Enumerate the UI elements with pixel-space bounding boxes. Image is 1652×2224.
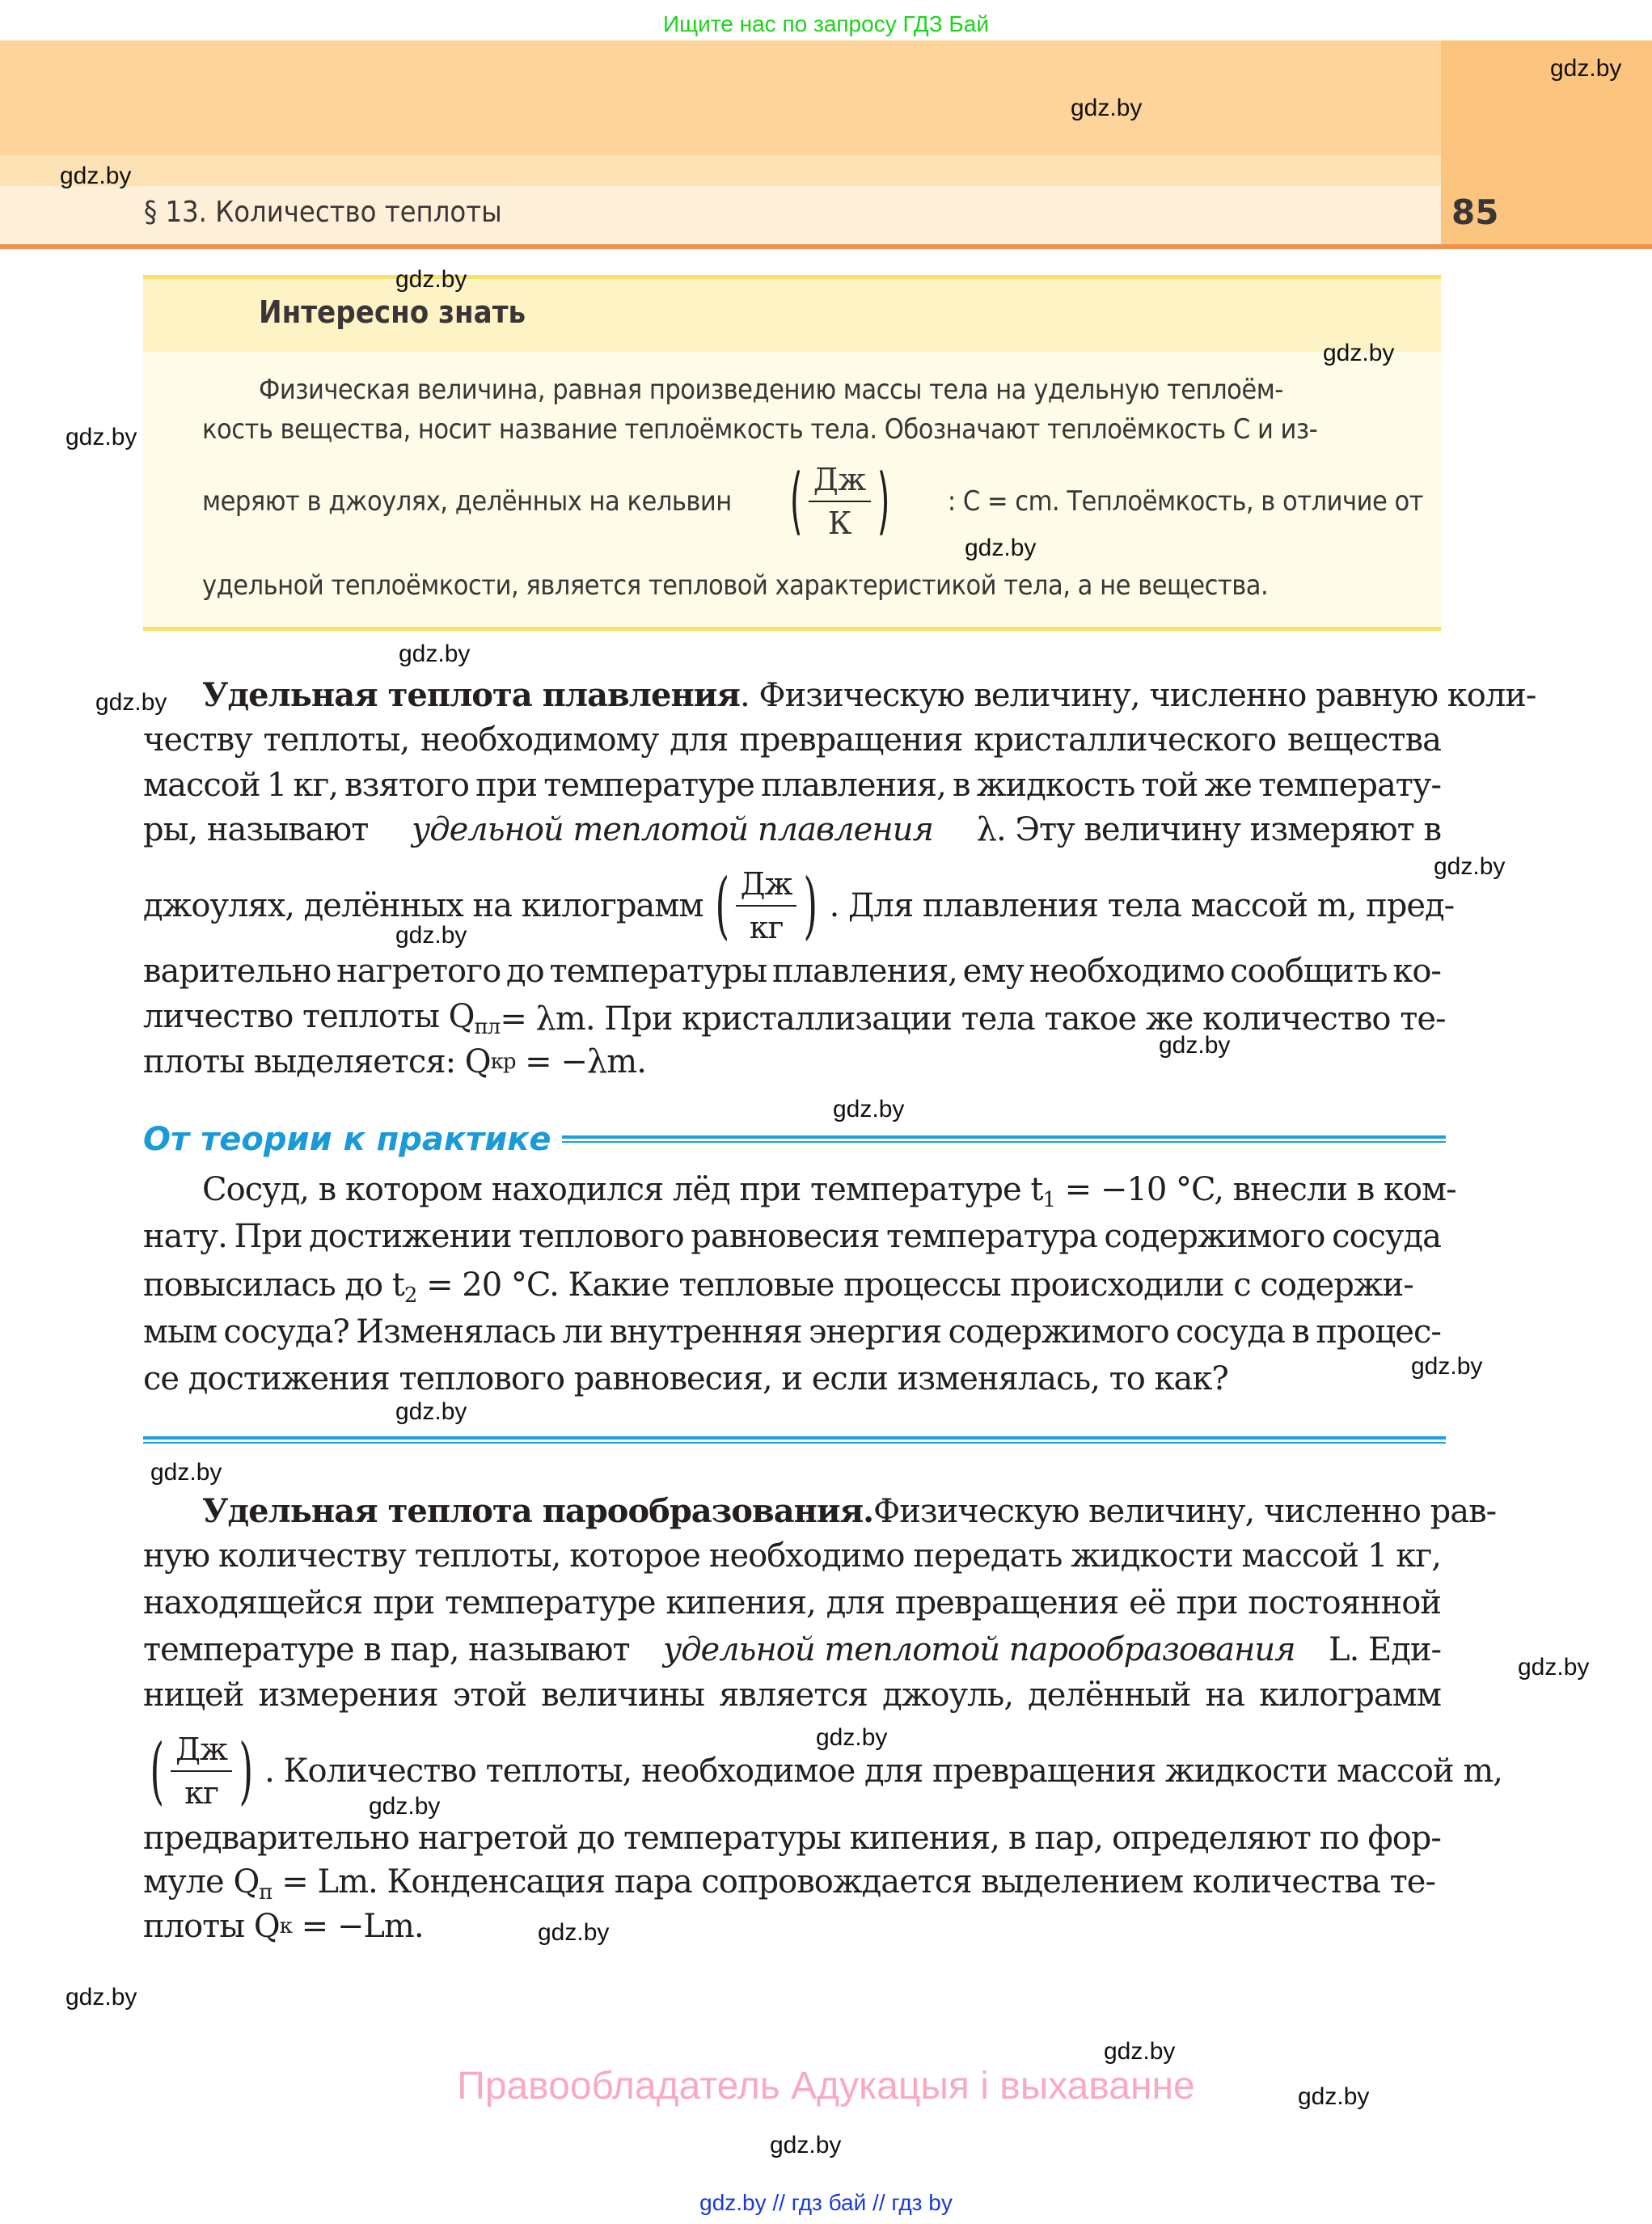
word: в (953, 767, 970, 804)
word: килограмм (1259, 1676, 1441, 1714)
text: ры, называют (143, 811, 369, 848)
subscript: к (279, 1914, 292, 1939)
word: плавления, (761, 767, 946, 804)
word: ли (562, 1313, 603, 1351)
word: же (1204, 767, 1252, 804)
text-line (143, 767, 1441, 804)
word: кипения, (665, 1584, 816, 1621)
watermark: gdz.by (770, 2132, 842, 2158)
header-band (0, 40, 1441, 155)
word: до (577, 1820, 615, 1857)
word: джоуль, (882, 1676, 1014, 1714)
word: кг, (293, 767, 338, 804)
bottom-links[interactable]: gdz.by // гдз бай // гдз by (699, 2190, 953, 2215)
word: кристаллического (974, 721, 1277, 759)
watermark: gdz.by (1323, 340, 1395, 366)
denominator: кг (184, 1775, 218, 1811)
watermark: gdz.by (395, 922, 467, 949)
practice-divider-top (562, 1135, 1446, 1143)
text-line (143, 1676, 1441, 1714)
watermark: gdz.by (1434, 853, 1506, 880)
word: содержимого (948, 1313, 1169, 1351)
word: честву (143, 721, 252, 759)
word: жидкости (1071, 1537, 1233, 1575)
practice-title: От теории к практике (143, 1121, 551, 1158)
watermark: gdz.by (1104, 2038, 1176, 2065)
word: нагретой (417, 1820, 568, 1857)
subscript: 1 (1042, 1188, 1055, 1212)
word: температуре (543, 767, 754, 804)
text: . Для плавления тела массой m, пред- (829, 887, 1455, 924)
word: необходимо (1029, 953, 1225, 990)
text-line (143, 1723, 1502, 1820)
word: Изменялась (356, 1313, 556, 1351)
word: до (505, 953, 544, 990)
word: постоянной (1248, 1584, 1441, 1621)
practice-divider-bottom (143, 1436, 1446, 1444)
word: кг, (1396, 1537, 1441, 1575)
section-title: § 13. Количество теплоты (144, 196, 502, 229)
text-line (143, 1863, 1441, 1905)
word: ницей (143, 1676, 244, 1714)
text-line (143, 1537, 1441, 1575)
watermark: gdz.by (1298, 2083, 1370, 2110)
subscript: 2 (403, 1283, 417, 1308)
header-divider (0, 244, 1652, 249)
word: количеству (218, 1537, 406, 1575)
word: достижении (309, 1218, 512, 1255)
info-line (202, 453, 1423, 550)
watermark: gdz.by (399, 641, 471, 667)
watermark: gdz.by (816, 1724, 888, 1751)
word: передать (913, 1537, 1063, 1575)
text: = 20 °C. Какие тепловые процессы происходили с содержи- (416, 1266, 1413, 1304)
watermark: gdz.by (833, 1096, 905, 1123)
text-line (143, 1043, 1441, 1080)
word: равновесия (691, 1218, 880, 1255)
fraction-j-per-kg: ( Дж кг ) (715, 863, 818, 948)
subscript: кр (490, 1050, 516, 1074)
watermark: gdz.by (395, 266, 467, 293)
term-melting: Удельная теплота плавления (202, 676, 740, 714)
watermark: gdz.by (95, 689, 167, 716)
word: плавления, (772, 953, 957, 990)
text-line (143, 721, 1441, 759)
word: которое (569, 1537, 700, 1575)
watermark: gdz.by (538, 1919, 610, 1946)
numerator: Дж (736, 866, 797, 907)
term-italic: удельной теплотой плавления (412, 811, 933, 848)
word: процес- (1316, 1313, 1441, 1351)
word: делённый (1028, 1676, 1191, 1714)
watermark: gdz.by (150, 1459, 222, 1486)
text-line (202, 1171, 1456, 1212)
text: = −λm. (515, 1043, 646, 1080)
word: в (1291, 1313, 1309, 1351)
word: массой (143, 767, 260, 804)
text: личество теплоты Q (143, 998, 475, 1035)
word: превращения (739, 721, 963, 759)
word: температу- (1258, 767, 1441, 804)
watermark: gdz.by (395, 1398, 467, 1425)
word: является (719, 1676, 868, 1714)
fraction-j-per-k: ( Дж К ) (789, 459, 890, 543)
info-box-title: Интересно знать (259, 294, 526, 330)
word: вещества (1287, 721, 1441, 759)
watermark: gdz.by (1159, 1032, 1231, 1059)
text: λ. Эту величину измеряют в (976, 811, 1441, 848)
text-line (143, 998, 1446, 1039)
word: ную (143, 1537, 210, 1575)
word: той (1141, 767, 1198, 804)
text-line (202, 676, 1536, 714)
text: = −Lm. (291, 1908, 424, 1945)
text-line (143, 857, 1455, 954)
word: температуре (444, 1584, 656, 1621)
term-vapor: Удельная теплота парообразования. (202, 1492, 874, 1530)
word: сообщить (1230, 953, 1388, 990)
word: сосуда (1332, 1218, 1441, 1255)
word: необходимо (708, 1537, 905, 1575)
word: нагретого (336, 953, 501, 990)
text: : C = cm. Теплоёмкость, в отличие от (947, 485, 1423, 518)
word: внутренняя (609, 1313, 802, 1351)
denominator: кг (749, 910, 784, 945)
text-line (143, 953, 1441, 990)
text-line: се достижения теплового равновесия, и если изменялась, то как? (143, 1360, 1228, 1397)
text: плоты выделяется: Q (143, 1043, 491, 1080)
word: определяют (1111, 1820, 1311, 1857)
text-line (143, 1820, 1441, 1857)
info-line: Физическая величина, равная произведению массы тела на удельную теплоём- (259, 374, 1283, 406)
word: пар, (1034, 1820, 1104, 1857)
word: кипения, (849, 1820, 999, 1857)
word: ко- (1392, 953, 1441, 990)
word: 1 (266, 767, 287, 804)
text: Сосуд, в котором находился лёд при температуре t (202, 1171, 1043, 1208)
word: превращения (894, 1584, 1119, 1621)
word: 1 (1367, 1537, 1388, 1575)
text: Физическую величину, численно рав- (873, 1492, 1497, 1530)
text-line (143, 1218, 1441, 1255)
watermark: gdz.by (369, 1793, 441, 1820)
word: варительно (143, 953, 332, 990)
word: для (670, 721, 729, 759)
word: температуры (549, 953, 767, 990)
numerator: Дж (809, 462, 871, 502)
text-line (143, 1266, 1441, 1308)
word: теплоты, (414, 1537, 561, 1575)
text: меряют в джоулях, делённых на кельвин (202, 485, 732, 518)
word: по (1319, 1820, 1359, 1857)
word: величины (541, 1676, 704, 1714)
word: при (475, 767, 538, 804)
word: взятого (344, 767, 469, 804)
watermark: gdz.by (1411, 1353, 1483, 1380)
text: L. Еди- (1329, 1631, 1441, 1668)
page-number: 85 (1451, 192, 1499, 232)
word: сосуда? (223, 1313, 349, 1351)
word: для (826, 1584, 885, 1621)
word: мым (143, 1313, 218, 1351)
watermark: gdz.by (65, 424, 137, 450)
watermark: gdz.by (1550, 55, 1622, 82)
word: При (234, 1218, 302, 1255)
text-line (143, 1631, 1441, 1668)
word: её (1129, 1584, 1166, 1621)
fraction-j-per-kg: ( Дж кг ) (150, 1728, 253, 1813)
text: . Количество теплоты, необходимое для превращения жидкости массой m, (264, 1753, 1502, 1790)
word: теплового (518, 1218, 684, 1255)
watermark: gdz.by (965, 535, 1037, 561)
text-line (143, 811, 1441, 848)
text: . Физическую величину, численно равную коли- (739, 677, 1536, 714)
denominator: К (827, 505, 851, 541)
word: нату. (143, 1218, 227, 1255)
text: муле Q (143, 1863, 260, 1901)
text-line (143, 1908, 1441, 1945)
word: в (1008, 1820, 1026, 1857)
header-band-mid (0, 155, 1441, 186)
word: фор- (1367, 1820, 1441, 1857)
word: ему (962, 953, 1024, 990)
watermark: gdz.by (1071, 95, 1143, 121)
search-hint: Ищите нас по запросу ГДЗ Бай (662, 11, 990, 36)
word: предварительно (143, 1820, 409, 1857)
text-line (143, 1313, 1441, 1351)
word: при (373, 1584, 435, 1621)
word: температура (886, 1218, 1097, 1255)
watermark: gdz.by (65, 1984, 137, 2010)
word: при (1176, 1584, 1238, 1621)
text: плоты Q (143, 1908, 280, 1945)
copyright-notice: Правообладатель Адукацыя і выхаванне (457, 2065, 1195, 2108)
word: массой (1241, 1537, 1359, 1575)
numerator: Дж (171, 1731, 232, 1772)
info-line: удельной теплоёмкости, является тепловой характеристикой тела, а не вещества. (202, 569, 1269, 602)
word: жидкость (976, 767, 1135, 804)
text: = λm. При кристаллизации тела такое же количество те- (500, 1000, 1446, 1038)
text: повысилась до t (143, 1266, 404, 1304)
info-line: кость вещества, носит название теплоёмкость тела. Обозначают теплоёмкость C и из- (202, 413, 1318, 446)
word: энергия (809, 1313, 942, 1351)
text: = −10 °C, внесли в ком- (1054, 1171, 1456, 1208)
word: на (1205, 1676, 1245, 1714)
text-line (143, 1584, 1441, 1621)
subscript: пл (474, 1015, 501, 1039)
term-italic: удельной теплотой парообразования (662, 1631, 1295, 1668)
text: джоулях, делённых на килограмм (143, 887, 703, 924)
watermark: gdz.by (60, 163, 132, 189)
word: теплоты, (263, 721, 410, 759)
text-line (202, 1492, 1497, 1530)
word: измерения (258, 1676, 438, 1714)
word: сосуда (1176, 1313, 1285, 1351)
subscript: п (259, 1880, 273, 1905)
word: температуры (623, 1820, 841, 1857)
text: = Lm. Конденсация пара сопровождается выделением количества те- (272, 1863, 1435, 1901)
word: находящейся (143, 1584, 363, 1621)
word: содержимого (1104, 1218, 1325, 1255)
text: температуре в пар, называют (143, 1631, 630, 1668)
word: необходимому (420, 721, 659, 759)
word: этой (452, 1676, 526, 1714)
watermark: gdz.by (1518, 1654, 1590, 1681)
